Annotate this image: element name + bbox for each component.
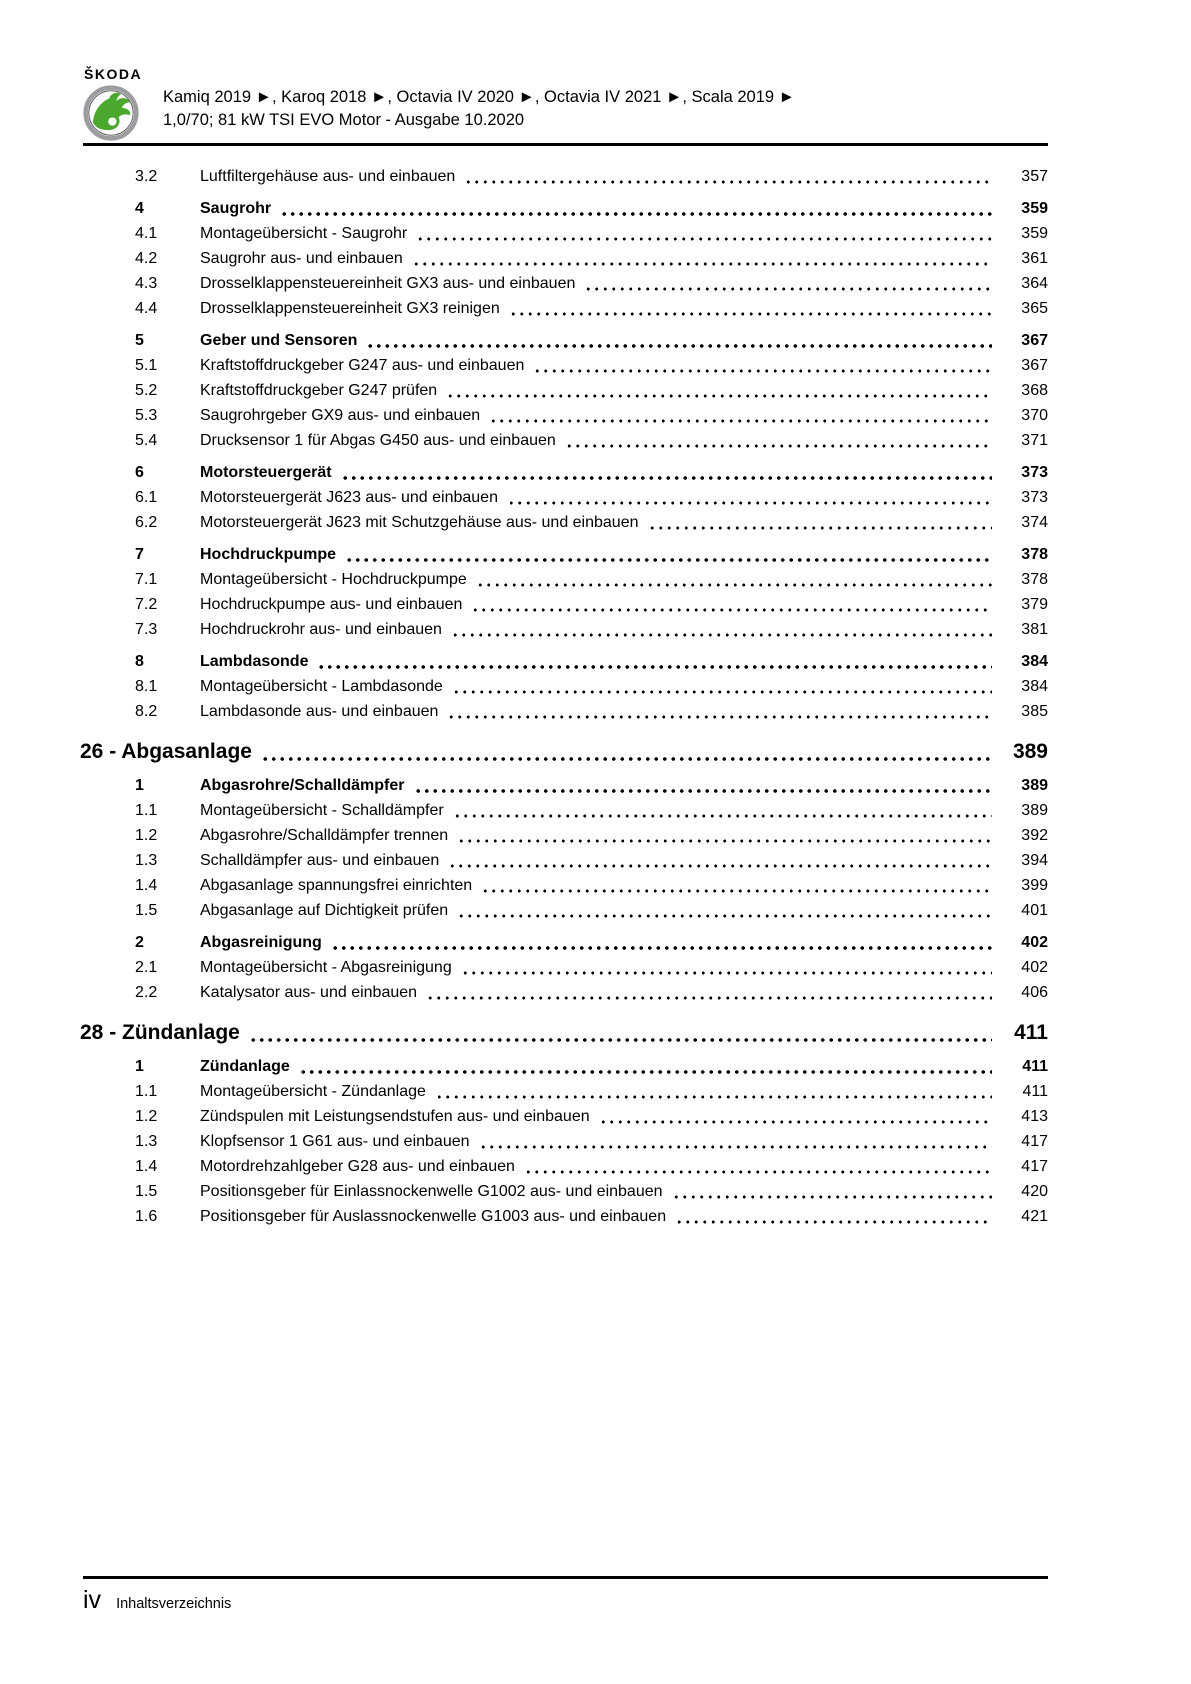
toc-row[interactable]	[80, 823, 1048, 848]
toc-row[interactable]	[80, 898, 1048, 923]
dotted-leader	[416, 221, 992, 246]
toc-entry-title: Saugrohr	[200, 200, 272, 217]
dotted-leader	[249, 1019, 992, 1047]
dotted-leader	[317, 649, 992, 674]
toc-row[interactable]	[80, 873, 1048, 898]
toc-entry-page: 406	[1021, 984, 1048, 1001]
toc-entry-number: 1.1	[135, 802, 158, 819]
toc-row[interactable]	[80, 567, 1048, 592]
toc-entry-title: Abgasanlage spannungsfrei einrichten	[200, 877, 473, 894]
dotted-leader	[299, 1054, 992, 1079]
toc-entry-number: 6.1	[135, 489, 158, 506]
toc-entry-number: 4.4	[135, 300, 158, 317]
toc-entry-number: 7.2	[135, 596, 158, 613]
dotted-leader	[479, 1129, 992, 1154]
dotted-leader	[675, 1204, 992, 1229]
toc-entry-number: 1.6	[135, 1208, 158, 1225]
toc-entry-title: Abgasrohre/Schalldämpfer	[200, 777, 405, 794]
toc-row[interactable]	[80, 955, 1048, 980]
toc-entry-number: 1.2	[135, 827, 158, 844]
toc-entry-number: 1.5	[135, 902, 158, 919]
toc-entry-number: 5.2	[135, 382, 158, 399]
toc-row[interactable]	[80, 1154, 1048, 1179]
toc-entry-number: 8.1	[135, 678, 158, 695]
toc-entry-page: 402	[1021, 959, 1048, 976]
toc-row[interactable]	[80, 617, 1048, 642]
toc-entry-title: Zündanlage	[200, 1058, 290, 1075]
toc-entry-page: 367	[1021, 357, 1048, 374]
skoda-wordmark: ŠKODA	[84, 66, 143, 82]
toc-row[interactable]	[80, 1204, 1048, 1229]
toc-entry-page: 389	[1021, 802, 1048, 819]
toc-row[interactable]	[80, 542, 1048, 567]
toc-entry-title: Hochdruckpumpe aus- und einbauen	[200, 596, 463, 613]
toc-row[interactable]	[80, 196, 1048, 221]
toc-entry-page: 420	[1021, 1183, 1048, 1200]
toc-entry-title: Drosselklappensteuereinheit GX3 reinigen	[200, 300, 500, 317]
toc-entry-title: Motorsteuergerät J623 aus- und einbauen	[200, 489, 498, 506]
toc-entry-title: Montageübersicht - Schalldämpfer	[200, 802, 444, 819]
toc-entry-page: 385	[1021, 703, 1048, 720]
toc-row[interactable]	[80, 328, 1048, 353]
dotted-leader	[280, 196, 992, 221]
toc-row[interactable]	[80, 773, 1048, 798]
toc-entry-number: 7.1	[135, 571, 158, 588]
skoda-logo-icon	[82, 84, 140, 142]
dotted-leader	[599, 1104, 992, 1129]
toc-entry-number: 1.4	[135, 877, 158, 894]
dotted-leader	[448, 848, 992, 873]
toc-entry-page: 401	[1021, 902, 1048, 919]
toc-entry-page: 413	[1021, 1108, 1048, 1125]
dotted-leader	[461, 955, 992, 980]
toc-entry-number: 8.2	[135, 703, 158, 720]
dotted-leader	[524, 1154, 992, 1179]
dotted-leader	[366, 328, 992, 353]
dotted-leader	[341, 460, 992, 485]
dotted-leader	[446, 378, 992, 403]
dotted-leader	[457, 823, 992, 848]
dotted-leader	[471, 592, 992, 617]
dotted-leader	[452, 674, 992, 699]
dotted-leader	[489, 403, 992, 428]
dotted-leader	[481, 873, 992, 898]
toc-entry-page: 357	[1021, 168, 1048, 185]
toc-entry-page: 359	[1021, 225, 1048, 242]
toc-entry-number: 1.4	[135, 1158, 158, 1175]
toc-row[interactable]	[80, 271, 1048, 296]
toc-entry-number: 1	[135, 1058, 144, 1075]
toc-entry-page: 402	[1021, 934, 1048, 951]
toc-entry-page: 381	[1021, 621, 1048, 638]
dotted-leader	[533, 353, 992, 378]
page-footer	[83, 1585, 231, 1615]
dotted-leader	[345, 542, 992, 567]
toc-entry-title: Montageübersicht - Hochdruckpumpe	[200, 571, 467, 588]
toc-entry-number: 1.3	[135, 852, 158, 869]
toc-row[interactable]	[80, 485, 1048, 510]
dotted-leader	[584, 271, 992, 296]
dotted-leader	[331, 930, 992, 955]
toc-entry-number: 5.4	[135, 432, 158, 449]
toc-row[interactable]	[80, 296, 1048, 321]
toc-entry-title: Lambdasonde aus- und einbauen	[200, 703, 439, 720]
dotted-leader	[457, 898, 992, 923]
toc-entry-page: 378	[1021, 546, 1048, 563]
dotted-leader	[451, 617, 992, 642]
toc-row[interactable]	[80, 1054, 1048, 1079]
toc-entry-page: 384	[1021, 678, 1048, 695]
toc-row[interactable]	[80, 403, 1048, 428]
toc-entry-number: 2	[135, 934, 144, 951]
toc-row[interactable]	[80, 1019, 1048, 1047]
toc-row[interactable]	[80, 1079, 1048, 1104]
dotted-leader	[414, 773, 993, 798]
toc-row[interactable]	[80, 699, 1048, 724]
toc-entry-title: Luftfiltergehäuse aus- und einbauen	[200, 168, 456, 185]
toc-entry-number: 5.1	[135, 357, 158, 374]
toc-entry-number: 5	[135, 332, 144, 349]
toc-row[interactable]	[80, 738, 1048, 766]
toc-entry-title: Drucksensor 1 für Abgas G450 aus- und einbauen	[200, 432, 556, 449]
dotted-leader	[672, 1179, 992, 1204]
toc-entry-title: Klopfsensor 1 G61 aus- und einbauen	[200, 1133, 470, 1150]
dotted-leader	[507, 485, 992, 510]
toc-entry-title: Hochdruckpumpe	[200, 546, 337, 563]
toc-entry-page: 374	[1021, 514, 1048, 531]
toc-entry-page: 411	[1014, 1021, 1048, 1044]
dotted-leader	[453, 798, 992, 823]
toc-entry-title: Drosselklappensteuereinheit GX3 aus- und einbauen	[200, 275, 576, 292]
toc-row[interactable]	[80, 930, 1048, 955]
toc-entry-title: Motorsteuergerät J623 mit Schutzgehäuse aus- und einbauen	[200, 514, 639, 531]
toc-row[interactable]	[80, 460, 1048, 485]
toc-entry-page: 370	[1021, 407, 1048, 424]
toc-entry-number: 2.2	[135, 984, 158, 1001]
footer-section-title: Inhaltsverzeichnis	[116, 1596, 232, 1612]
toc-row[interactable]	[80, 592, 1048, 617]
toc-row[interactable]	[80, 378, 1048, 403]
toc-row[interactable]	[80, 353, 1048, 378]
toc-entry-page: 392	[1021, 827, 1048, 844]
header-divider	[83, 143, 1048, 146]
toc-entry-title: Saugrohrgeber GX9 aus- und einbauen	[200, 407, 481, 424]
toc-entry-page: 399	[1021, 877, 1048, 894]
toc-row[interactable]	[80, 221, 1048, 246]
footer-page-number: iv	[83, 1586, 102, 1614]
toc-entry-page: 371	[1021, 432, 1048, 449]
toc-entry-number: 4.1	[135, 225, 158, 242]
table-of-contents	[80, 154, 1048, 1229]
dotted-leader	[426, 980, 992, 1005]
toc-entry-page: 373	[1021, 464, 1048, 481]
toc-row[interactable]	[80, 980, 1048, 1005]
dotted-leader	[509, 296, 992, 321]
dotted-leader	[565, 428, 992, 453]
toc-entry-page: 394	[1021, 852, 1048, 869]
toc-entry-title: Motorsteuergerät	[200, 464, 332, 481]
toc-entry-title: Abgasreinigung	[200, 934, 322, 951]
toc-entry-title: Montageübersicht - Lambdasonde	[200, 678, 443, 695]
toc-row[interactable]	[80, 510, 1048, 535]
toc-entry-number: 6.2	[135, 514, 158, 531]
toc-entry-title: Zündspulen mit Leistungsendstufen aus- und einbauen	[200, 1108, 590, 1125]
toc-entry-title: Hochdruckrohr aus- und einbauen	[200, 621, 442, 638]
toc-entry-number: 7	[135, 546, 144, 563]
toc-row[interactable]	[80, 649, 1048, 674]
toc-entry-title: Abgasrohre/Schalldämpfer trennen	[200, 827, 449, 844]
toc-entry-page: 373	[1021, 489, 1048, 506]
toc-entry-title: Saugrohr aus- und einbauen	[200, 250, 403, 267]
dotted-leader	[476, 567, 992, 592]
toc-entry-title: Montageübersicht - Abgasreinigung	[200, 959, 452, 976]
dotted-leader	[464, 164, 992, 189]
toc-entry-page: 384	[1021, 653, 1048, 670]
dotted-leader	[648, 510, 993, 535]
toc-entry-title: Positionsgeber für Auslassnockenwelle G1003 aus- und einbauen	[200, 1208, 667, 1225]
toc-entry-title: 26 - Abgasanlage	[80, 740, 252, 763]
toc-entry-page: 378	[1021, 571, 1048, 588]
toc-entry-title: Abgasanlage auf Dichtigkeit prüfen	[200, 902, 449, 919]
toc-entry-title: Kraftstoffdruckgeber G247 aus- und einbauen	[200, 357, 525, 374]
toc-row[interactable]	[80, 674, 1048, 699]
toc-entry-title: Geber und Sensoren	[200, 332, 358, 349]
toc-entry-page: 411	[1022, 1058, 1048, 1075]
toc-entry-title: Katalysator aus- und einbauen	[200, 984, 418, 1001]
toc-row[interactable]	[80, 428, 1048, 453]
toc-entry-title: Montageübersicht - Zündanlage	[200, 1083, 426, 1100]
toc-entry-page: 359	[1021, 200, 1048, 217]
dotted-leader	[435, 1079, 992, 1104]
toc-entry-number: 4	[135, 200, 144, 217]
toc-entry-page: 421	[1021, 1208, 1048, 1225]
toc-entry-title: Motordrehzahlgeber G28 aus- und einbauen	[200, 1158, 515, 1175]
dotted-leader	[261, 738, 992, 766]
toc-entry-page: 389	[1021, 777, 1048, 794]
toc-entry-number: 1.5	[135, 1183, 158, 1200]
toc-entry-page: 389	[1012, 740, 1048, 763]
header-edition-line: 1,0/70; 81 kW TSI EVO Motor - Ausgabe 10.2020	[163, 111, 525, 129]
toc-entry-title: Kraftstoffdruckgeber G247 prüfen	[200, 382, 438, 399]
toc-entry-page: 379	[1021, 596, 1048, 613]
toc-row[interactable]	[80, 1179, 1048, 1204]
toc-entry-number: 1.1	[135, 1083, 158, 1100]
header-text-block	[163, 86, 795, 132]
toc-row[interactable]	[80, 848, 1048, 873]
toc-row[interactable]	[80, 798, 1048, 823]
toc-entry-number: 1.2	[135, 1108, 158, 1125]
header-models-line: Kamiq 2019 ►, Karoq 2018 ►, Octavia IV 2020 ►, Octavia IV 2021 ►, Scala 2019 ►	[163, 88, 795, 106]
footer-divider	[83, 1576, 1048, 1579]
toc-entry-page: 417	[1021, 1133, 1048, 1150]
toc-entry-page: 361	[1021, 250, 1048, 267]
toc-entry-number: 4.3	[135, 275, 158, 292]
toc-entry-number: 3.2	[135, 168, 158, 185]
toc-entry-title: 28 - Zündanlage	[80, 1021, 240, 1044]
dotted-leader	[447, 699, 992, 724]
toc-entry-title: Montageübersicht - Saugrohr	[200, 225, 408, 242]
toc-entry-page: 364	[1021, 275, 1048, 292]
toc-row[interactable]	[80, 1129, 1048, 1154]
toc-row[interactable]	[80, 1104, 1048, 1129]
toc-entry-number: 6	[135, 464, 144, 481]
toc-entry-number: 4.2	[135, 250, 158, 267]
toc-entry-page: 365	[1021, 300, 1048, 317]
toc-entry-number: 1	[135, 777, 144, 794]
toc-entry-title: Schalldämpfer aus- und einbauen	[200, 852, 440, 869]
toc-entry-page: 417	[1021, 1158, 1048, 1175]
toc-entry-number: 2.1	[135, 959, 158, 976]
toc-entry-page: 368	[1021, 382, 1048, 399]
toc-row[interactable]	[80, 164, 1048, 189]
dotted-leader	[412, 246, 992, 271]
toc-entry-number: 7.3	[135, 621, 158, 638]
toc-entry-title: Positionsgeber für Einlassnockenwelle G1002 aus- und einbauen	[200, 1183, 663, 1200]
toc-row[interactable]	[80, 246, 1048, 271]
toc-entry-page: 411	[1022, 1083, 1048, 1100]
toc-entry-number: 5.3	[135, 407, 158, 424]
toc-entry-number: 8	[135, 653, 144, 670]
toc-entry-number: 1.3	[135, 1133, 158, 1150]
toc-entry-page: 367	[1021, 332, 1048, 349]
toc-entry-title: Lambdasonde	[200, 653, 309, 670]
